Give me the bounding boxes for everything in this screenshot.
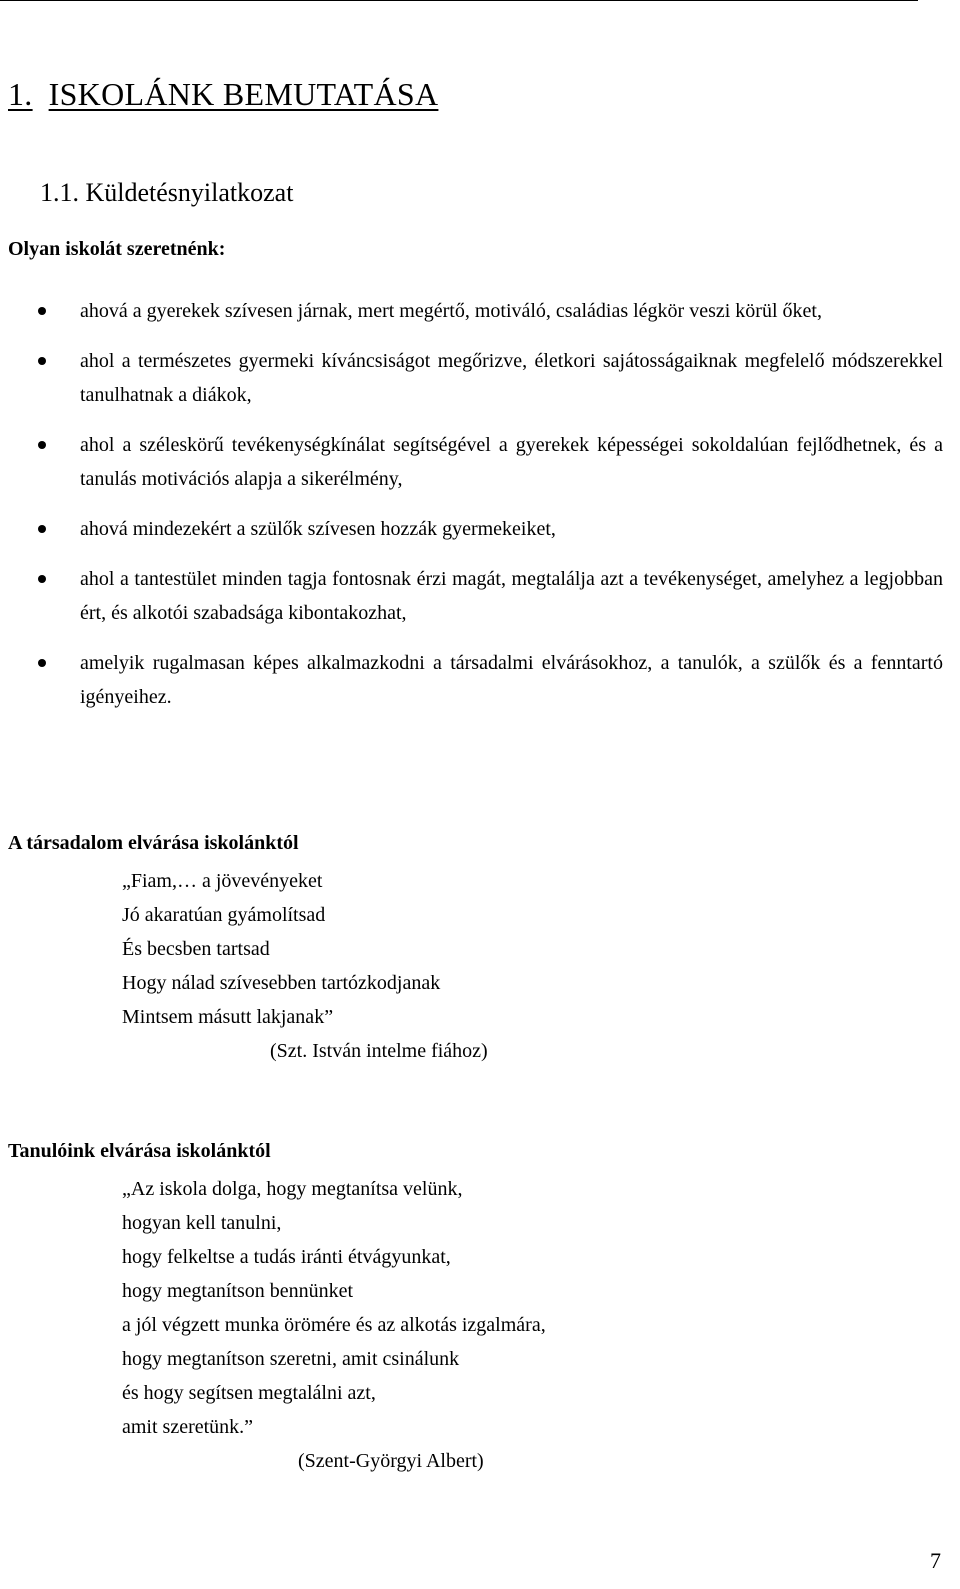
bullet-icon: [38, 441, 46, 449]
quote-line: hogy felkeltse a tudás iránti étvágyunkat,: [122, 1246, 451, 1268]
quote-line: Mintsem másutt lakjanak”: [122, 1006, 334, 1028]
page-number: 7: [930, 1548, 941, 1573]
mission-label: Olyan iskolát szeretnénk:: [8, 238, 226, 260]
list-item: [8, 428, 943, 496]
chapter-heading: [8, 76, 438, 113]
quote-line: hogy megtanítson szeretni, amit csinálunk: [122, 1348, 460, 1370]
quote-line: És becsben tartsad: [122, 938, 270, 960]
list-item: [8, 512, 943, 546]
bullet-icon: [38, 575, 46, 583]
society-label: A társadalom elvárása iskolánktól: [8, 832, 299, 854]
quote-attribution: (Szent-Györgyi Albert): [298, 1450, 484, 1472]
quote-line: és hogy segítsen megtalálni azt,: [122, 1382, 376, 1404]
society-quote: [122, 864, 488, 1068]
students-label: Tanulóink elvárása iskolánktól: [8, 1140, 271, 1162]
quote-line: a jól végzett munka örömére és az alkotás izgalmára,: [122, 1314, 546, 1336]
list-item-text: ahová mindezekért a szülők szívesen hozzák gyermekeiket,: [80, 518, 556, 540]
quote-line: hogyan kell tanulni,: [122, 1212, 282, 1234]
bullet-icon: [38, 659, 46, 667]
quote-line: hogy megtanítson bennünket: [122, 1280, 354, 1302]
students-quote: [122, 1172, 546, 1478]
quote-line: Hogy nálad szívesebben tartózkodjanak: [122, 972, 441, 994]
bullet-icon: [38, 307, 46, 315]
list-item: [8, 646, 943, 714]
top-rule: [0, 0, 918, 1]
quote-line: „Fiam,… a jövevényeket: [122, 870, 323, 892]
mission-list: [8, 294, 943, 730]
quote-line: „Az iskola dolga, hogy megtanítsa velünk,: [122, 1178, 463, 1200]
list-item-text: ahol a tantestület minden tagja fontosnak érzi magát, megtalálja azt a tevékenységet, amelyhez a legjobban ért, és alkotói szabadsága kibontakozhat,: [80, 568, 943, 624]
list-item: [8, 562, 943, 630]
quote-attribution: (Szt. István intelme fiához): [270, 1040, 488, 1062]
list-item-text: ahol a széleskörű tevékenységkínálat segítségével a gyerekek képességei sokoldalúan fejlődhetnek, és a tanulás motivációs alapja a sikerélmény,: [80, 434, 943, 490]
bullet-icon: [38, 357, 46, 365]
list-item-text: amelyik rugalmasan képes alkalmazkodni a társadalmi elvárásokhoz, a tanulók, a szülők és a fenntartó igényeihez.: [80, 652, 943, 708]
chapter-title: ISKOLÁNK BEMUTATÁSA: [48, 76, 439, 112]
quote-line: amit szeretünk.”: [122, 1416, 254, 1438]
quote-line: Jó akaratúan gyámolítsad: [122, 904, 326, 926]
section-heading: 1.1. Küldetésnyilatkozat: [40, 178, 294, 207]
list-item: [8, 294, 943, 328]
bullet-icon: [38, 525, 46, 533]
list-item: [8, 344, 943, 412]
list-item-text: ahol a természetes gyermeki kíváncsiságot megőrizve, életkori sajátosságaiknak megfelelő módszerekkel tanulhatnak a diákok,: [80, 350, 943, 406]
chapter-number: 1.: [8, 76, 33, 112]
list-item-text: ahová a gyerekek szívesen járnak, mert megértő, motiváló, családias légkör veszi körül őket,: [80, 300, 822, 322]
